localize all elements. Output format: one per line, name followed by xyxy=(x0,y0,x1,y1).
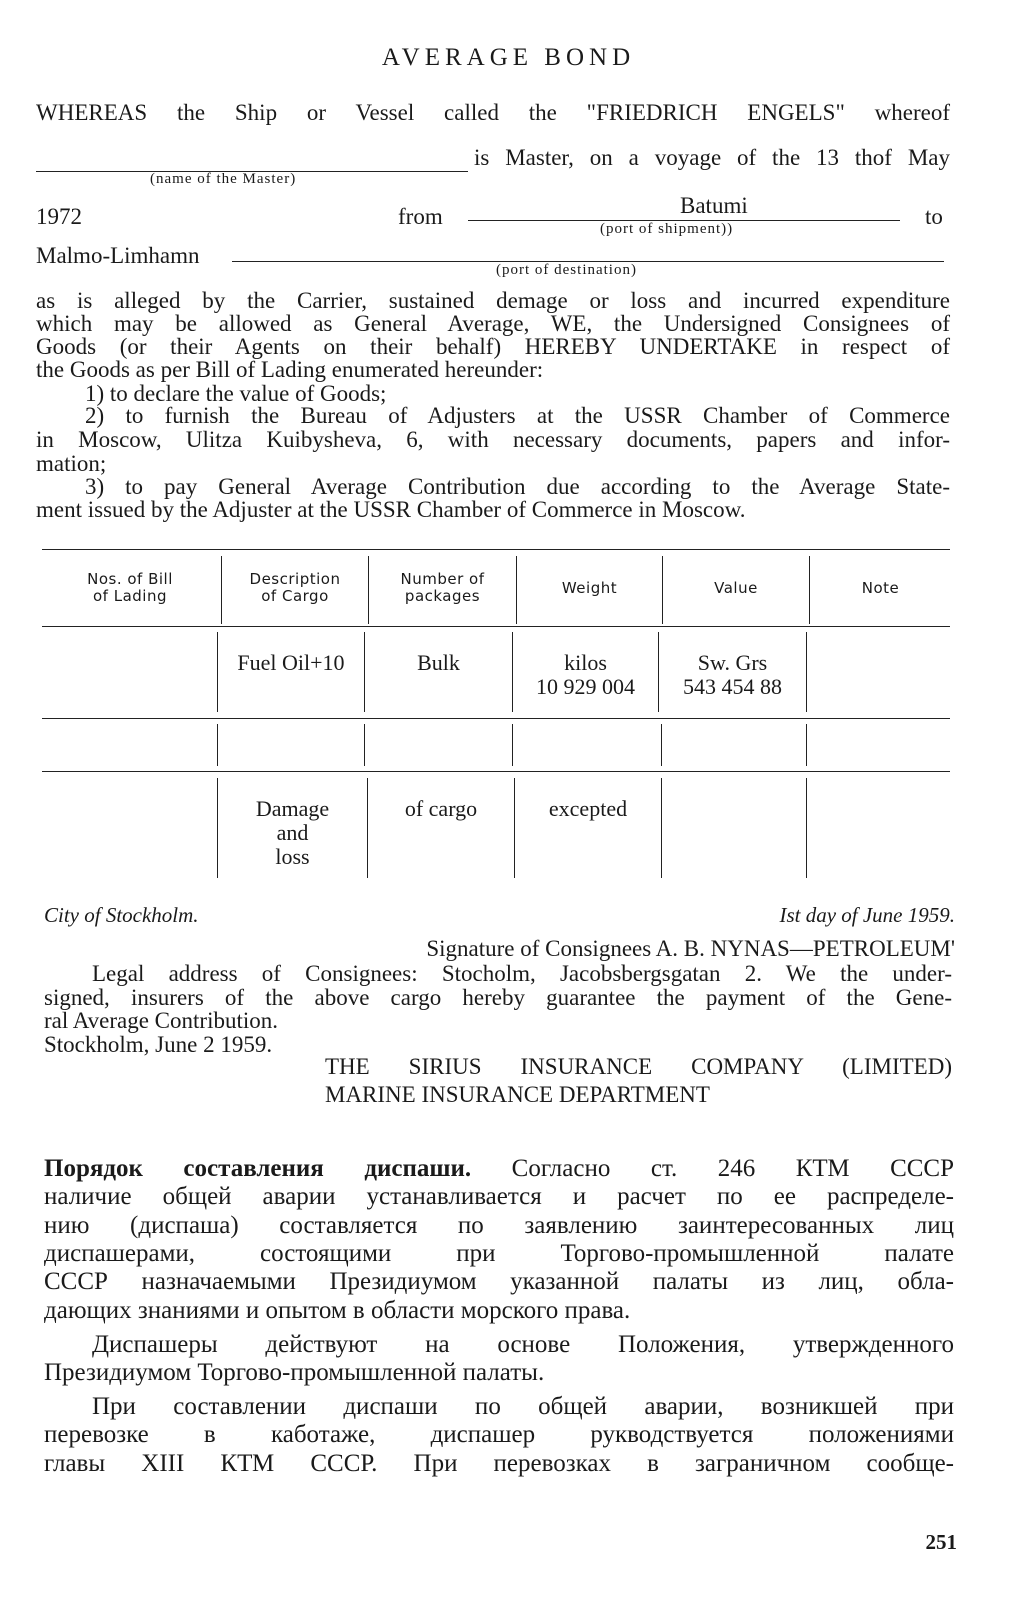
header-note: Note xyxy=(861,579,900,597)
column-divider xyxy=(809,556,810,624)
port-of-destination: Malmo-Limhamn xyxy=(36,243,200,268)
city: City of Stockholm. xyxy=(44,903,199,927)
body-line: as is alleged by the Carrier, sustained demage or loss and incurred expenditure xyxy=(36,288,950,313)
bond-date: Ist day of June 1959. xyxy=(779,903,955,927)
body-line: Goods (or their Agents on their behalf) HEREBY UNDERTAKE in respect of xyxy=(36,334,950,359)
russian-paragraph-3: При составлении диспаши по общей аварии, возникшей при xyxy=(92,1393,954,1420)
table-top-rule xyxy=(42,549,950,550)
column-divider xyxy=(661,724,662,766)
column-divider xyxy=(662,556,663,624)
page-number: 251 xyxy=(925,1530,957,1554)
legal-address: Legal address of Consignees: Stocholm, Jacobsbergsgatan 2. We the under- xyxy=(92,961,952,986)
paragraph-line: Президиумом Торгово-промышленной палаты. xyxy=(44,1359,545,1386)
paragraph-line: СССР назначаемыми Президиумом указанной палаты из лиц, обла- xyxy=(44,1268,954,1295)
column-divider xyxy=(661,778,662,878)
column-divider xyxy=(221,556,222,624)
paragraph-line: нию (диспаша) составляется по заявлению заинтересованных лиц xyxy=(44,1212,954,1239)
paragraph-line: диспашерами, состоящими при Торгово-промышленной палате xyxy=(44,1240,954,1267)
column-divider xyxy=(368,556,369,624)
value-unit: Sw. Grs xyxy=(697,650,768,675)
cell-text: loss xyxy=(275,844,310,869)
master-caption: (name of the Master) xyxy=(150,171,297,187)
header-number-of-packages xyxy=(370,571,515,605)
header-description xyxy=(223,571,367,605)
cell-damage xyxy=(219,797,366,869)
column-divider xyxy=(367,778,368,878)
header-text: Number of xyxy=(400,570,485,588)
from-word: from xyxy=(398,204,443,229)
paragraph-text: Согласно ст. 246 КТМ СССР xyxy=(511,1155,954,1182)
cell-text: Damage xyxy=(255,796,330,821)
weight-unit: kilos xyxy=(564,650,607,675)
column-divider xyxy=(516,556,517,624)
insurance-company: THE SIRIUS INSURANCE COMPANY (LIMITED) xyxy=(325,1054,952,1079)
undertaking-item-2: 2) to furnish the Bureau of Adjusters at the USSR Chamber of Commerce xyxy=(85,403,950,428)
undertaking-item-3-cont: ment issued by the Adjuster at the USSR Chamber of Commerce in Moscow. xyxy=(36,497,746,522)
paragraph-line: дающих знаниями и опытом в области морского права. xyxy=(44,1297,631,1324)
master-text: is Master, on a voyage of the 13 thof May xyxy=(474,145,950,170)
column-divider xyxy=(806,778,807,878)
stockholm-date: Stockholm, June 2 1959. xyxy=(44,1032,273,1057)
undertaking-item-3: 3) to pay General Average Contribution due according to the Average State- xyxy=(85,474,950,499)
column-divider xyxy=(806,724,807,766)
column-divider xyxy=(512,724,513,766)
undertaking-item-2-cont: mation; xyxy=(36,451,107,476)
weight-value: 10 929 004 xyxy=(536,674,635,699)
paragraph-line: перевозке в каботаже, диспашер рукводствуется положениями xyxy=(44,1421,954,1448)
header-text: Nos. of Bill xyxy=(87,570,173,588)
port-shipment-caption: (port of shipment)) xyxy=(600,221,734,237)
body-line: the Goods as per Bill of Lading enumerated hereunder: xyxy=(36,357,544,382)
header-bill-of-lading xyxy=(42,571,218,605)
column-divider xyxy=(217,724,218,766)
column-divider xyxy=(512,632,513,712)
column-divider xyxy=(217,632,218,712)
column-divider xyxy=(806,632,807,712)
cell-value xyxy=(660,651,805,699)
port-of-shipment: Batumi xyxy=(680,193,748,218)
value-amount: 543 454 88 xyxy=(683,674,782,699)
column-divider xyxy=(364,724,365,766)
table-header-rule xyxy=(42,626,950,627)
table-row-rule xyxy=(42,718,950,719)
column-divider xyxy=(364,632,365,712)
header-value: Value xyxy=(714,579,758,597)
paragraph-line: наличие общей аварии устанавливается и расчет по ее распределе- xyxy=(44,1183,954,1210)
column-divider xyxy=(514,778,515,878)
russian-paragraph-1 xyxy=(44,1155,954,1183)
consignee-signature: Signature of Consignees A. B. NYNAS—PETROLEUM' xyxy=(426,936,955,961)
legal-address-cont: signed, insurers of the above cargo hereby guarantee the payment of the Gene- xyxy=(44,985,952,1010)
paragraph-line: главы XIII КТМ СССР. При перевозках в заграничном сообще- xyxy=(44,1450,954,1477)
russian-paragraph-2: Диспашеры действуют на основе Положения, утвержденного xyxy=(92,1331,954,1358)
insurance-department: MARINE INSURANCE DEPARTMENT xyxy=(325,1082,710,1107)
legal-address-cont: ral Average Contribution. xyxy=(44,1008,278,1033)
voyage-year: 1972 xyxy=(36,204,82,229)
header-weight: Weight xyxy=(561,579,618,597)
section-heading: Порядок составления диспаши. xyxy=(44,1155,472,1182)
body-line: which may be allowed as General Average, WE, the Undersigned Consignees of xyxy=(36,311,950,336)
port-destination-caption: (port of destination) xyxy=(496,262,637,278)
cell-of-cargo: of cargo xyxy=(404,796,478,821)
header-text: of Lading xyxy=(93,587,167,605)
header-text: of Cargo xyxy=(261,587,329,605)
table-row-rule xyxy=(42,771,950,772)
undertaking-item-2-cont: in Moscow, Ulitza Kuibysheva, 6, with necessary documents, papers and infor- xyxy=(36,427,950,452)
to-word: to xyxy=(925,204,943,229)
undertaking-item-1: 1) to declare the value of Goods; xyxy=(85,381,387,406)
cell-description: Fuel Oil+10 xyxy=(237,650,345,675)
column-divider xyxy=(217,778,218,878)
header-text: Description xyxy=(249,570,341,588)
cell-excepted: excepted xyxy=(548,796,628,821)
cell-packages: Bulk xyxy=(417,650,460,675)
header-text: packages xyxy=(404,587,481,605)
document-title: AVERAGE BOND xyxy=(381,44,636,71)
cell-text: and xyxy=(276,820,309,845)
cell-weight xyxy=(514,651,657,699)
whereas-line: WHEREAS the Ship or Vessel called the "FRIEDRICH ENGELS" whereof xyxy=(36,100,950,125)
column-divider xyxy=(658,632,659,712)
